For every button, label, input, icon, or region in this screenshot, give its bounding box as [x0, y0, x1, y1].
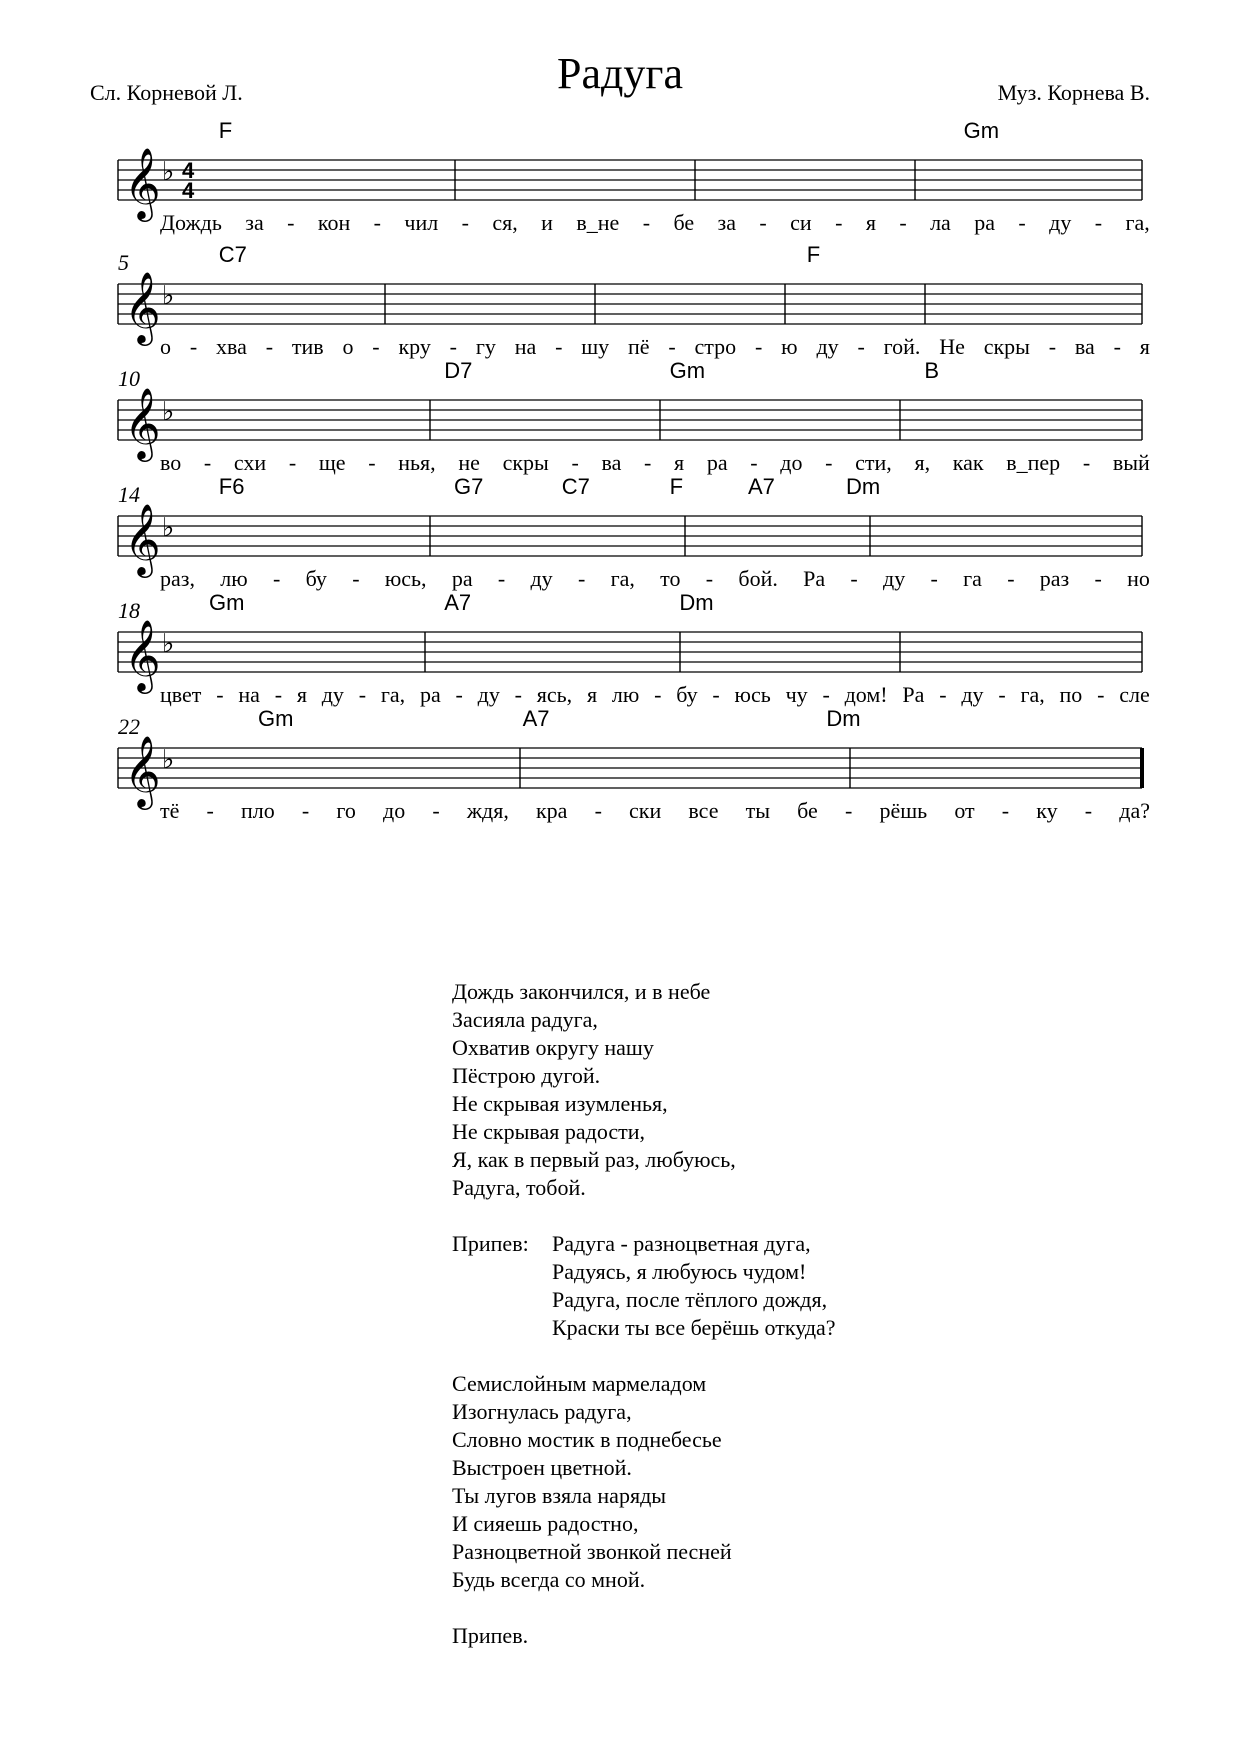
lyric-syllable: - [712, 682, 720, 707]
lyric-syllable: - [1094, 210, 1103, 235]
chord-symbol: Gm [669, 358, 706, 383]
chorus [452, 1230, 836, 1342]
lyric-line: Охватив округу нашу [452, 1035, 654, 1060]
lyric-syllable: я [865, 210, 876, 235]
lyric-syllable: ду [321, 682, 344, 707]
staff [0, 484, 1240, 614]
lyric-syllable: - [844, 798, 853, 823]
composer-credit: Муз. Корнева В. [997, 80, 1150, 105]
lyric-syllable: - [644, 450, 652, 475]
lyric-syllable: - [835, 210, 843, 235]
lyric-syllables [160, 682, 1150, 708]
lyric-syllable: то [660, 566, 681, 591]
lyric-syllable: - [1094, 566, 1102, 591]
time-signature: 4 [182, 178, 195, 203]
lyric-syllable: пё [628, 334, 650, 359]
lyric-syllable: скры [502, 450, 549, 475]
lyric-syllable: рёшь [879, 798, 928, 823]
lyric-syllable: раз, [160, 566, 195, 591]
key-flat-icon: ♭ [162, 629, 175, 659]
lyric-syllable: ду [477, 682, 500, 707]
lyric-syllable: кра [535, 798, 568, 823]
chord-symbol: B [924, 358, 940, 383]
lyric-syllable: раз [1039, 566, 1070, 591]
lyric-syllable: гой. [883, 334, 921, 359]
lyric-syllable: цвет [160, 682, 202, 707]
lyric-syllable: - [274, 682, 283, 707]
lyric-syllable: да? [1119, 798, 1150, 823]
treble-clef-icon: 𝄞 [124, 502, 161, 575]
lyric-syllable: га, [380, 682, 406, 707]
lyric-syllable: - [301, 798, 310, 823]
staff-system [0, 706, 1240, 906]
lyric-syllable: ты [745, 798, 771, 823]
lyric-syllable: гу [475, 334, 496, 359]
lyric-syllable: на [514, 334, 537, 359]
lyric-line: Я, как в первый раз, любуюсь, [452, 1147, 736, 1172]
lyric-syllable: ла [930, 210, 951, 235]
lyric-syllable: я, [914, 450, 931, 475]
lyric-syllable: - [668, 334, 676, 359]
lyric-syllable: на [238, 682, 260, 707]
lyric-syllable: ра [451, 566, 473, 591]
lyric-syllable: - [555, 334, 563, 359]
lyric-syllable: ждя, [466, 798, 509, 823]
lyric-line: Словно мостик в поднебесье [452, 1427, 722, 1452]
chord-symbol: Dm [679, 590, 714, 615]
lyric-syllable: - [939, 682, 947, 707]
lyric-syllable: лю [220, 566, 248, 591]
verse-2 [452, 1370, 836, 1594]
lyric-syllable: сти, [855, 450, 892, 475]
lyric-line: И сияешь радостно, [452, 1511, 639, 1536]
lyric-line: Выстроен цветной. [452, 1455, 632, 1480]
lyric-syllable: - [571, 450, 579, 475]
key-flat-icon: ♭ [162, 397, 175, 427]
lyric-syllable: - [497, 566, 506, 591]
lyric-syllable: нья, [398, 450, 436, 475]
lyric-syllable: - [1007, 566, 1015, 591]
lyric-syllable: - [1097, 682, 1105, 707]
lyric-syllable: ра [419, 682, 441, 707]
lyric-syllable: - [358, 682, 367, 707]
lyric-line: Радуясь, я любуюсь чудом! [552, 1259, 807, 1284]
lyric-syllable: Ра [803, 566, 826, 591]
chorus-repeat: Припев. [452, 1623, 529, 1648]
lyric-syllable: все [688, 798, 719, 823]
lyric-syllable: Не [939, 334, 965, 359]
measure-number: 18 [118, 598, 140, 623]
lyric-syllable: - [203, 450, 212, 475]
lyric-syllable: кон [317, 210, 351, 235]
lyric-syllable: - [1018, 210, 1026, 235]
chord-symbol: A7 [522, 706, 550, 731]
lyric-syllables [160, 334, 1150, 360]
staff [0, 600, 1240, 730]
lyric-line: Семислойным мармеладом [452, 1371, 707, 1396]
lyric-line: Будь всегда со мной. [452, 1567, 646, 1592]
lyric-syllable: бе [673, 210, 695, 235]
lyric-syllable: я [296, 682, 307, 707]
lyric-syllable: - [373, 210, 381, 235]
lyric-syllable: бе [797, 798, 818, 823]
lyric-syllable: - [899, 210, 907, 235]
lyric-syllable: бу [305, 566, 327, 591]
lyricist-credit: Сл. Корневой Л. [90, 80, 243, 105]
lyric-syllable: - [1082, 450, 1091, 475]
lyric-line: Радуга, тобой. [452, 1175, 586, 1200]
lyric-syllable: вый [1112, 450, 1150, 475]
treble-clef-icon: 𝄞 [124, 618, 161, 691]
lyric-syllable: сле [1119, 682, 1150, 707]
lyric-line: Разноцветной звонкой песней [452, 1539, 732, 1564]
staff [0, 128, 1240, 258]
lyric-syllable: и [541, 210, 553, 235]
lyric-syllable: до [383, 798, 406, 823]
lyric-syllable: ду [883, 566, 906, 591]
lyric-syllable: не [458, 450, 480, 475]
lyric-syllable: - [461, 210, 469, 235]
lyric-syllable: - [654, 682, 662, 707]
lyric-syllable: - [750, 450, 758, 475]
lyric-syllable: от [954, 798, 975, 823]
lyric-syllable: бой. [738, 566, 778, 591]
lyric-syllable: - [455, 682, 463, 707]
lyric-syllable: я [586, 682, 598, 707]
lyric-syllable: бу [676, 682, 698, 707]
lyric-line: Засияла радуга, [452, 1007, 598, 1032]
lyric-syllable: хва [215, 334, 247, 359]
lyric-line: Не скрывая радости, [452, 1119, 646, 1144]
lyric-syllable: - [822, 682, 830, 707]
lyric-syllable: ю [781, 334, 798, 359]
lyric-syllable: - [755, 334, 763, 359]
lyric-line: Краски ты все берёшь откуда? [552, 1315, 836, 1340]
chord-symbol: A7 [444, 590, 472, 615]
lyric-syllable: ду [1049, 210, 1072, 235]
lyric-syllable: за [717, 210, 736, 235]
measure-number: 5 [118, 250, 129, 275]
lyric-syllable: - [189, 334, 198, 359]
lyric-syllable: ва [601, 450, 622, 475]
lyric-syllable: - [352, 566, 360, 591]
lyric-line: Пёстрою дугой. [452, 1063, 601, 1088]
lyric-syllable: - [449, 334, 457, 359]
lyric-syllable: го [336, 798, 356, 823]
staff [0, 716, 1240, 846]
lyric-syllable: ду [816, 334, 839, 359]
lyric-syllable: си [790, 210, 812, 235]
lyric-syllable: - [372, 334, 380, 359]
song-title: Радуга [557, 49, 683, 98]
lyric-syllable: - [825, 450, 833, 475]
chord-symbol: Gm [258, 706, 294, 731]
treble-clef-icon: 𝄞 [124, 146, 161, 219]
lyric-syllable: ще [318, 450, 346, 475]
lyric-syllable: во [160, 450, 182, 475]
treble-clef-icon: 𝄞 [124, 386, 161, 459]
lyric-syllable: - [288, 450, 297, 475]
lyric-syllable: - [368, 450, 376, 475]
lyric-syllable: - [287, 210, 295, 235]
lyric-syllable: - [577, 566, 586, 591]
lyric-syllable: шу [581, 334, 610, 359]
lyric-syllable: ду [961, 682, 984, 707]
lyric-syllable: за [245, 210, 264, 235]
lyric-syllable: ра [706, 450, 728, 475]
measure-number: 10 [118, 366, 140, 391]
lyric-line: Изогнулась радуга, [452, 1399, 632, 1424]
lyric-syllable: - [1048, 334, 1057, 359]
lyric-syllable: Ра [902, 682, 925, 707]
lyric-syllable: - [1113, 334, 1121, 359]
lyric-syllable: га, [1020, 682, 1045, 707]
chord-symbol: D7 [444, 358, 473, 383]
lyric-syllable: - [272, 566, 281, 591]
lyric-syllable: я [674, 450, 685, 475]
key-flat-icon: ♭ [162, 513, 175, 543]
lyric-syllable: скры [983, 334, 1030, 359]
chord-symbol: F [806, 242, 821, 267]
lyric-syllable: кру [398, 334, 431, 359]
lyric-syllable: ва [1074, 334, 1095, 359]
lyric-syllable: - [206, 798, 214, 823]
lyric-syllable: - [265, 334, 274, 359]
chord-symbol: G7 [454, 474, 484, 499]
lyric-syllables [160, 566, 1150, 592]
lyric-syllable: - [1084, 798, 1093, 823]
lyric-syllable: пло [241, 798, 275, 823]
lyric-syllable: лю [611, 682, 640, 707]
chord-symbol: Dm [826, 706, 861, 731]
lyric-syllable: - [594, 798, 602, 823]
lyric-syllable: до [780, 450, 803, 475]
chord-symbol: F [669, 474, 684, 499]
lyric-syllable: га, [610, 566, 635, 591]
lyric-syllable: ясь, [536, 682, 573, 707]
chord-symbol: C7 [561, 474, 590, 499]
lyric-syllable: - [759, 210, 767, 235]
lyric-line: Дождь закончился, и в небе [452, 979, 711, 1004]
lyric-syllables [160, 798, 1150, 824]
staff [0, 368, 1240, 498]
lyric-syllable: га [963, 566, 982, 591]
lyric-syllable: чу [785, 682, 808, 707]
lyric-syllable: чил [404, 210, 439, 235]
lyric-syllable: ку [1036, 798, 1058, 823]
lyric-syllable: о [342, 334, 354, 359]
lyric-syllable: тё [160, 798, 180, 823]
lyric-syllable: как [952, 450, 984, 475]
chorus-label: Припев: [452, 1231, 529, 1256]
lyric-syllable: ду [530, 566, 553, 591]
chord-symbol: Gm [963, 118, 1000, 143]
key-flat-icon: ♭ [162, 281, 175, 311]
treble-clef-icon: 𝄞 [124, 270, 161, 343]
lyric-syllable: - [1001, 798, 1010, 823]
chord-symbol: Dm [846, 474, 881, 499]
lyrics-text [452, 978, 836, 1650]
lyric-syllable: - [998, 682, 1006, 707]
lyric-syllable: - [705, 566, 714, 591]
lyric-syllable: о [160, 334, 171, 359]
lyric-syllable: - [216, 682, 224, 707]
key-flat-icon: ♭ [162, 157, 175, 187]
lyric-syllable: но [1127, 566, 1150, 591]
chord-symbol: F6 [218, 474, 245, 499]
lyric-syllable: ра [974, 210, 995, 235]
lyric-syllable: юсь, [384, 566, 427, 591]
verse-1 [452, 978, 836, 1202]
staff [0, 252, 1240, 382]
lyric-syllable: - [850, 566, 858, 591]
lyric-syllable: в_не [576, 210, 620, 235]
lyric-syllable: - [857, 334, 865, 359]
measure-number: 14 [118, 482, 140, 507]
chord-symbol: C7 [218, 242, 247, 267]
key-flat-icon: ♭ [162, 745, 175, 775]
lyric-syllables [160, 210, 1150, 236]
lyric-syllable: схи [233, 450, 267, 475]
time-signature: 4 [182, 158, 195, 183]
lyric-syllable: Дождь [160, 210, 222, 235]
lyric-syllable: га, [1125, 210, 1150, 235]
chord-symbol: A7 [748, 474, 775, 499]
lyric-syllable: тив [291, 334, 324, 359]
lyric-line: Не скрывая изумленья, [452, 1091, 668, 1116]
measure-number: 22 [118, 714, 140, 739]
lyric-syllable: ски [629, 798, 662, 823]
lyric-syllable: - [432, 798, 440, 823]
chord-symbol: F [218, 118, 233, 143]
chord-symbol: Gm [209, 590, 245, 615]
lyric-syllable: - [514, 682, 522, 707]
lyric-syllable: ся, [492, 210, 518, 235]
treble-clef-icon: 𝄞 [124, 734, 161, 807]
lyric-line: Ты лугов взяла наряды [452, 1483, 667, 1508]
lyric-syllable: в_пер [1006, 450, 1061, 475]
lyric-syllable: - [642, 210, 651, 235]
lyric-line: Радуга, после тёплого дождя, [552, 1287, 828, 1312]
lyric-syllable: - [930, 566, 938, 591]
lyric-syllable: я [1139, 334, 1150, 359]
lyric-syllable: по [1059, 682, 1083, 707]
lyric-syllable: дом! [844, 682, 888, 707]
lyric-syllable: юсь [734, 682, 771, 707]
lyric-syllables [160, 450, 1150, 476]
lyric-syllable: стро [694, 334, 737, 359]
lyric-line: Радуга - разноцветная дуга, [552, 1231, 811, 1256]
